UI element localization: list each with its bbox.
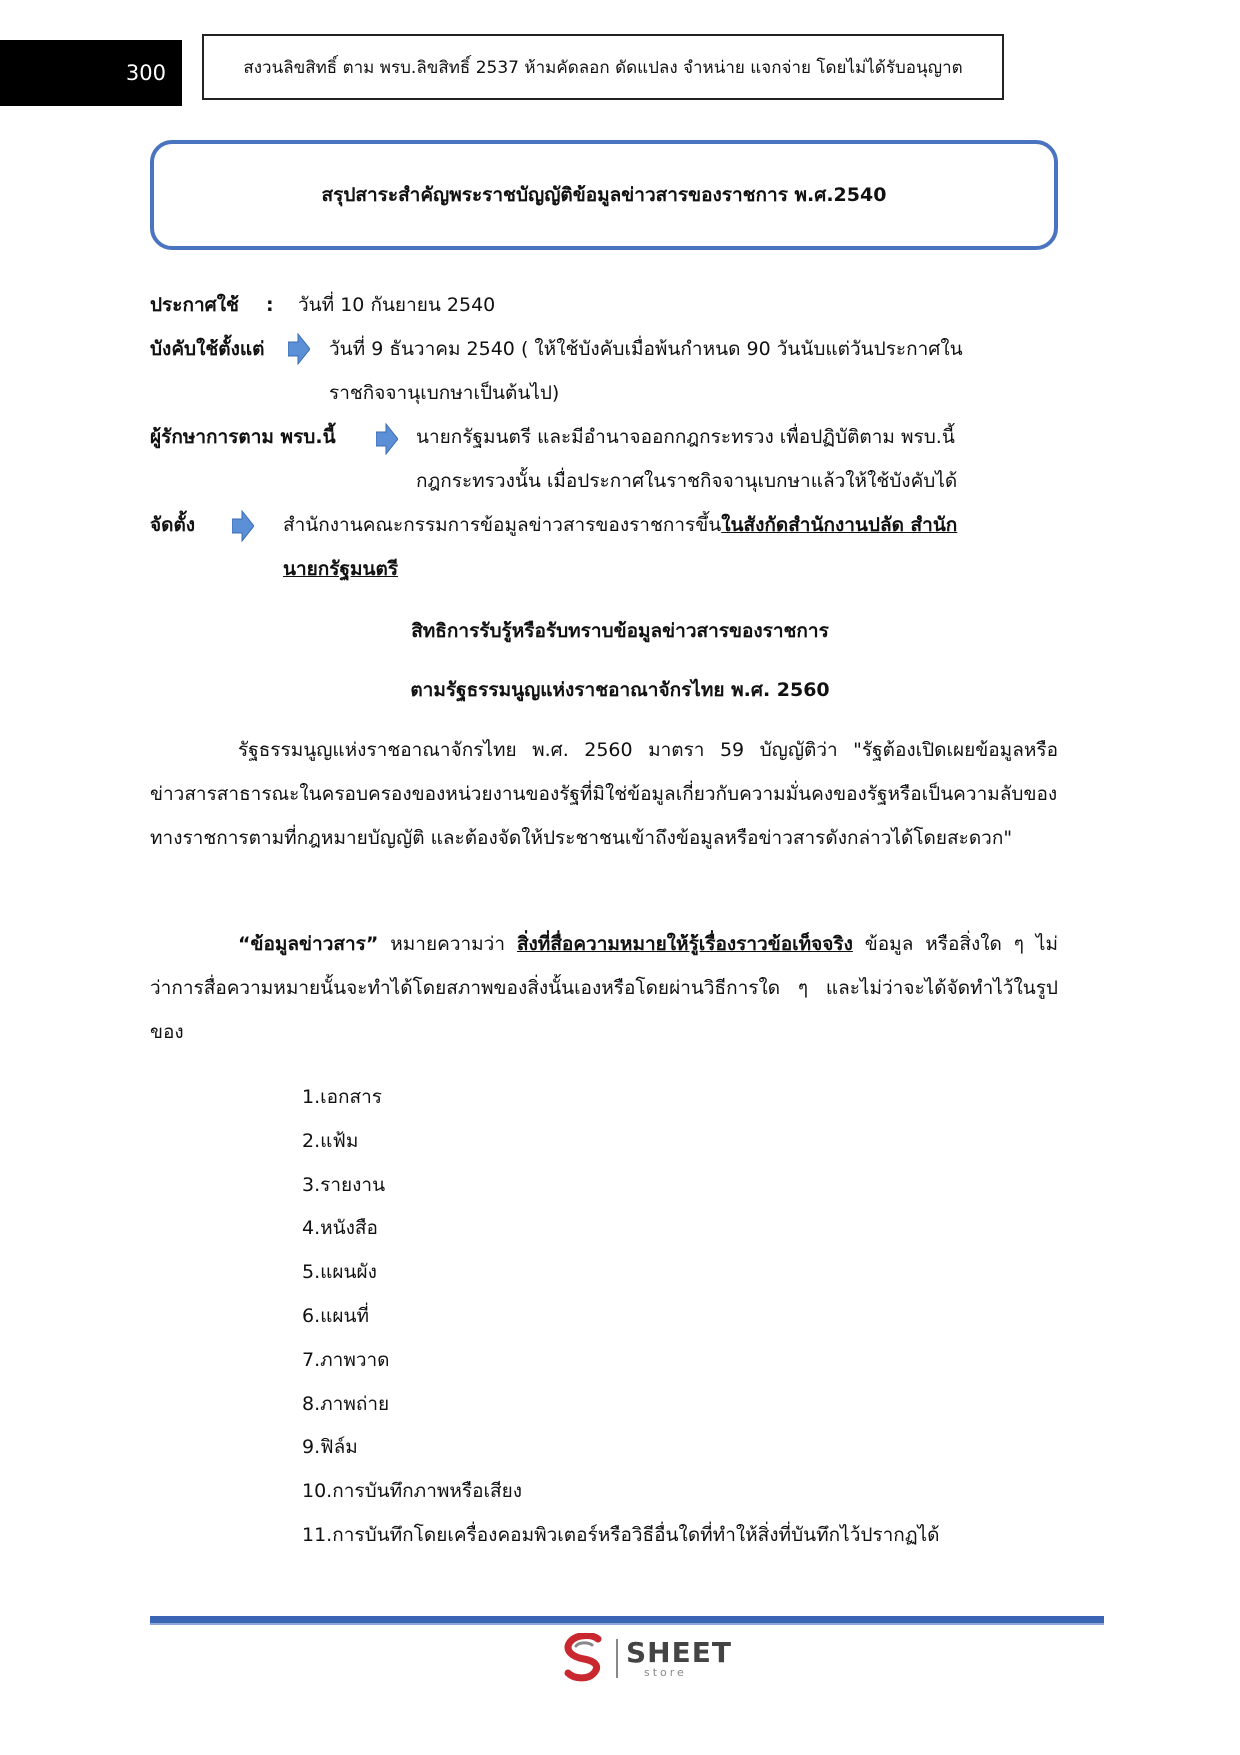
list-item: 7.ภาพวาด <box>302 1348 390 1371</box>
list-item: 5.แผนผัง <box>302 1261 377 1284</box>
definition-paragraph <box>150 922 1058 1054</box>
establish-label: จัดตั้ง <box>150 514 196 536</box>
definition-rest: ข้อมูล หรือสิ่งใด ๆ ไม่ว่าการสื่อความหมายนั้นจะทำได้โดยสภาพของสิ่งนั้นเองหรือโดยผ่านวิธีการใด ๆ และไม่ว่าจะได้จัดทำไว้ในรูปของ <box>150 933 1058 1043</box>
arrow-right-icon <box>376 423 398 455</box>
establish-affiliation: ในสังกัดสำนักงานปลัด สำนัก <box>721 514 958 536</box>
copyright-notice: สงวนลิขสิทธิ์ ตาม พรบ.ลิขสิทธิ์ 2537 ห้ามคัดลอก ดัดแปลง จำหน่าย แจกจ่าย โดยไม่ได้รับอนุญาต <box>202 34 1004 100</box>
list-item: 1.เอกสาร <box>302 1086 383 1108</box>
establish-value-line1 <box>283 512 957 538</box>
list-item: 8.ภาพถ่าย <box>302 1392 390 1415</box>
list-item: 10.การบันทึกภาพหรือเสียง <box>302 1480 523 1503</box>
definition-term: “ข้อมูลข่าวสาร” <box>238 933 379 955</box>
custodian-value-line2: กฎกระทรวงนั้น เมื่อประกาศในราชกิจจานุเบกษาแล้วให้ใช้บังคับได้ <box>416 470 958 492</box>
announced-separator: : <box>266 294 274 316</box>
logo-subtitle: store <box>644 1665 687 1679</box>
list-item: 6.แผนที่ <box>302 1304 370 1327</box>
arrow-right-icon <box>232 510 254 542</box>
forms-list <box>302 1075 939 1557</box>
establish-office: สำนักงานคณะกรรมการข้อมูลข่าวสารของราชการขึ้น <box>283 514 722 536</box>
announced-label: ประกาศใช้ <box>150 294 239 316</box>
effective-value-line2: ราชกิจจานุเบกษาเป็นต้นไป) <box>329 382 560 404</box>
list-item: 11.การบันทึกโดยเครื่องคอมพิวเตอร์หรือวิธีอื่นใดที่ทำให้สิ่งที่บันทึกไว้ปรากฏได้ <box>302 1523 940 1546</box>
section-heading-1: สิทธิการรับรู้หรือรับทราบข้อมูลข่าวสารของราชการ <box>411 620 829 642</box>
section-heading-2: ตามรัฐธรรมนูญแห่งราชอาณาจักรไทย พ.ศ. 2560 <box>410 679 830 701</box>
custodian-value-line1: นายกรัฐมนตรี และมีอำนาจออกกฎกระทรวง เพื่อปฏิบัติตาม พรบ.นี้ <box>416 426 955 448</box>
effective-label: บังคับใช้ตั้งแต่ <box>150 338 265 360</box>
list-item: 9.ฟิล์ม <box>302 1436 358 1459</box>
list-item: 2.แฟ้ม <box>302 1129 359 1152</box>
footer-divider <box>150 1616 1104 1625</box>
logo-wordmark: SHEET <box>626 1635 732 1669</box>
document-title: สรุปสาระสำคัญพระราชบัญญัติข้อมูลข่าวสารของราชการ พ.ศ.2540 <box>321 184 887 206</box>
definition-meaning: สิ่งที่สื่อความหมายให้รู้เรื่องราวข้อเท็จจริง <box>516 933 853 955</box>
list-item: 3.รายงาน <box>302 1173 386 1196</box>
custodian-label: ผู้รักษาการตาม พรบ.นี้ <box>150 426 336 448</box>
constitution-paragraph: รัฐธรรมนูญแห่งราชอาณาจักรไทย พ.ศ. 2560 มาตรา 59 บัญญัติว่า "รัฐต้องเปิดเผยข้อมูลหรือข่าวสารสาธารณะในครอบครองของหน่วยงานของรัฐที่มิใช่ข้อมูลเกี่ยวกับความมั่นคงของรัฐหรือเป็นความลับของทางราชการตามที่กฎหมายบัญญัติ และต้องจัดให้ประชาชนเข้าถึงข้อมูลหรือข่าวสารดังกล่าวได้โดยสะดวก" <box>150 739 1058 849</box>
announced-value: วันที่ 10 กันยายน 2540 <box>298 294 496 316</box>
effective-value-line1: วันที่ 9 ธันวาคม 2540 ( ให้ใช้บังคับเมื่อพ้นกำหนด 90 วันนับแต่วันประกาศใน <box>329 338 963 360</box>
arrow-right-icon <box>288 333 310 365</box>
definition-connector: หมายความว่า <box>378 933 517 955</box>
establish-value-line2: นายกรัฐมนตรี <box>283 558 399 580</box>
list-item: 4.หนังสือ <box>302 1217 378 1240</box>
page-number: 300 <box>0 40 182 106</box>
sheet-logo-icon <box>562 1633 606 1683</box>
sheet-store-logo <box>562 1632 732 1684</box>
document-title-box <box>150 140 1058 250</box>
